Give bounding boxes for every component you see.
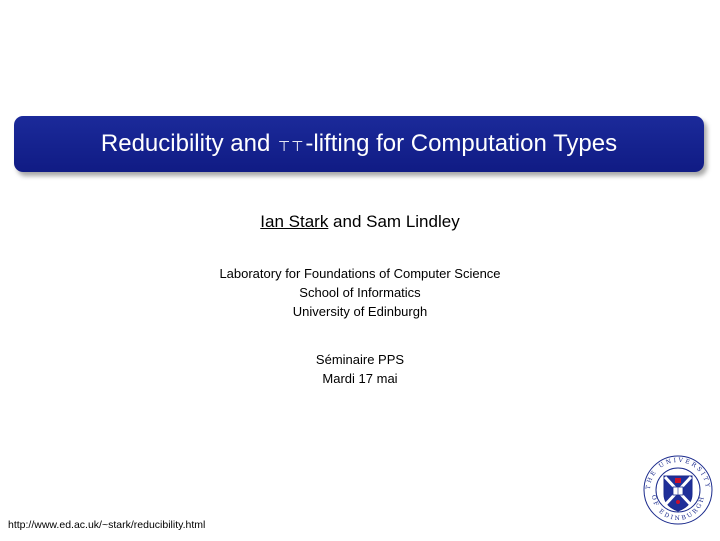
venue-block: [0, 350, 720, 388]
authors-line: [0, 212, 720, 232]
author-link-ian-stark[interactable]: Ian Stark: [260, 212, 329, 231]
crest-castle-icon: [675, 478, 681, 483]
crest-top-text: THE UNIVERSITY: [644, 456, 712, 490]
affiliation-school: School of Informatics: [299, 285, 421, 300]
affiliation-lab: Laboratory for Foundations of Computer Science: [219, 266, 501, 281]
authors-connector: and: [328, 212, 367, 231]
venue-date: Mardi 17 mai: [322, 371, 398, 386]
crest-bottom-text: OF EDINBURGH: [649, 494, 707, 523]
top-top-symbol: ⊤⊤: [278, 139, 305, 155]
title-text-before: Reducibility and: [100, 130, 277, 157]
author-sam-lindley: Sam Lindley: [366, 212, 460, 231]
footer-url-link[interactable]: http://www.ed.ac.uk/~stark/reducibility.html: [8, 519, 206, 531]
title-text-after: -lifting for Computation Types: [305, 130, 618, 157]
title-banner: [14, 116, 704, 172]
affiliation-university: University of Edinburgh: [292, 304, 428, 319]
university-crest-logo: [642, 454, 714, 526]
affiliation-block: [0, 264, 720, 321]
crest-thistle-icon: [676, 500, 680, 504]
venue-event: Séminaire PPS: [315, 352, 405, 367]
slide-title: [101, 130, 617, 158]
